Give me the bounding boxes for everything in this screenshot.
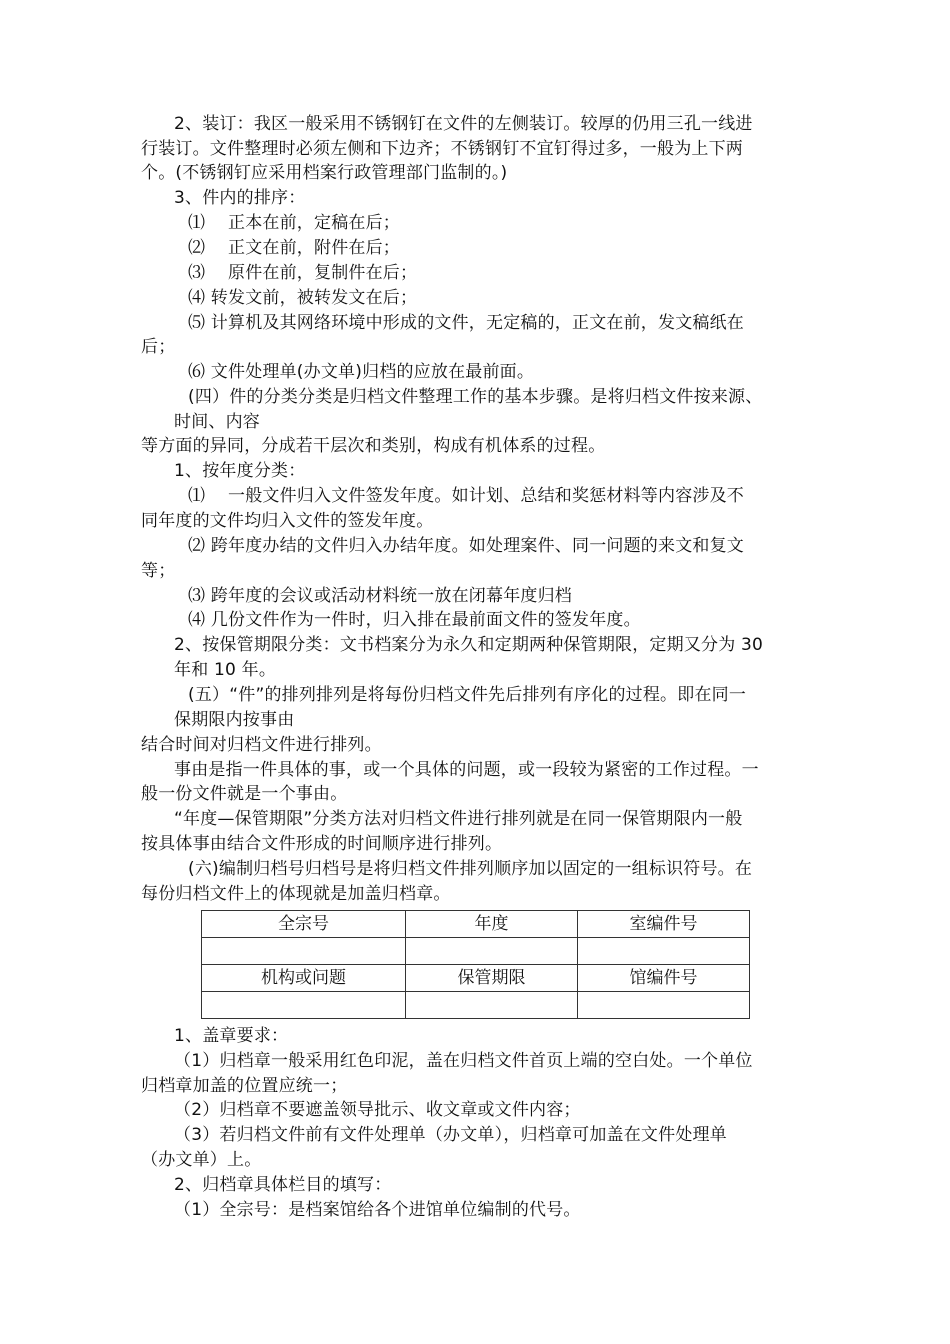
list-item: （1）归档章一般采用红色印泥，盖在归档文件首页上端的空白处。一个单位 xyxy=(174,1051,753,1071)
list-item: ⑴ 正本在前，定稿在后； xyxy=(188,213,401,233)
table-cell: 机构或问题 xyxy=(202,965,406,992)
archive-stamp-table xyxy=(201,910,750,1019)
section-heading: (五）“件”的排列排列是将每份归档文件先后排列有序化的过程。即在同一 xyxy=(188,685,747,705)
table-cell: 全宗号 xyxy=(202,911,406,938)
list-item: （3）若归档文件前有文件处理单（办文单），归档章可加盖在文件处理单 xyxy=(174,1125,727,1145)
table-cell xyxy=(202,938,406,965)
list-item: ⑹ 文件处理单(办文单)归档的应放在最前面。 xyxy=(188,362,535,382)
list-item: （2）归档章不要遮盖领导批示、收文章或文件内容； xyxy=(174,1100,581,1120)
table-row xyxy=(202,965,750,992)
paragraph-line: 等方面的异同，分成若干层次和类别，构成有机体系的过程。 xyxy=(141,436,606,456)
section-heading: 2、按保管期限分类：文书档案分为永久和定期两种保管期限，定期又分为 30 xyxy=(174,635,764,655)
list-item-continuation: （办文单）上。 xyxy=(141,1150,262,1170)
paragraph-line: 按具体事由结合文件形成的时间顺序进行排列。 xyxy=(141,834,503,854)
section-heading: 1、盖章要求： xyxy=(174,1026,289,1046)
table-cell: 年度 xyxy=(406,911,578,938)
paragraph-line: 2、装订：我区一般采用不锈钢钉在文件的左侧装订。较厚的仍用三孔一线进 xyxy=(174,114,753,134)
table-cell xyxy=(202,992,406,1019)
table-cell xyxy=(578,938,750,965)
paragraph-line: 年和 10 年。 xyxy=(174,660,277,680)
table-row xyxy=(202,938,750,965)
paragraph-line: 保期限内按事由 xyxy=(174,710,295,730)
list-item: ⑴ 一般文件归入文件签发年度。如计划、总结和奖惩材料等内容涉及不 xyxy=(188,486,745,506)
section-heading: (四）件的分类分类是归档文件整理工作的基本步骤。是将归档文件按来源、 xyxy=(188,387,763,407)
list-item: ⑷ 转发文前，被转发文在后； xyxy=(188,288,418,308)
table-cell xyxy=(406,938,578,965)
paragraph-line: “年度—保管期限”分类方法对归档文件进行排列就是在同一保管期限内一般 xyxy=(174,809,743,829)
list-item: ⑵ 跨年度办结的文件归入办结年度。如处理案件、同一问题的来文和复文 xyxy=(188,536,745,556)
list-item-continuation: 后； xyxy=(141,337,176,357)
table-cell xyxy=(406,992,578,1019)
list-item-continuation: 等； xyxy=(141,561,176,581)
paragraph-line: 时间、内容 xyxy=(174,412,260,432)
list-item-continuation: 同年度的文件均归入文件的签发年度。 xyxy=(141,511,434,531)
list-item: ⑶ 原件在前，复制件在后； xyxy=(188,263,418,283)
table-cell: 馆编件号 xyxy=(578,965,750,992)
section-heading: 3、件内的排序： xyxy=(174,188,306,208)
paragraph-line: 般一份文件就是一个事由。 xyxy=(141,784,348,804)
list-item-continuation: 归档章加盖的位置应统一； xyxy=(141,1076,348,1096)
list-item: ⑸ 计算机及其网络环境中形成的文件，无定稿的，正文在前，发文稿纸在 xyxy=(188,313,745,333)
paragraph-line: 个。(不锈钢钉应采用档案行政管理部门监制的。) xyxy=(141,163,508,183)
list-item: ⑵ 正文在前，附件在后； xyxy=(188,238,401,258)
paragraph-line: 结合时间对归档文件进行排列。 xyxy=(141,735,382,755)
table-row xyxy=(202,911,750,938)
table-row xyxy=(202,992,750,1019)
paragraph-line: 行装订。文件整理时必须左侧和下边齐；不锈钢钉不宜钉得过多，一般为上下两 xyxy=(141,139,743,159)
section-heading: (六)编制归档号归档号是将归档文件排列顺序加以固定的一组标识符号。在 xyxy=(188,859,753,879)
table-cell: 室编件号 xyxy=(578,911,750,938)
paragraph-line: 事由是指一件具体的事，或一个具体的问题，或一段较为紧密的工作过程。一 xyxy=(174,760,759,780)
list-item: ⑷ 几份文件作为一件时，归入排在最前面文件的签发年度。 xyxy=(188,610,641,630)
list-item: （1）全宗号：是档案馆给各个进馆单位编制的代号。 xyxy=(174,1200,581,1220)
section-heading: 1、按年度分类： xyxy=(174,461,306,481)
section-heading: 2、归档章具体栏目的填写： xyxy=(174,1175,392,1195)
paragraph-line: 每份归档文件上的体现就是加盖归档章。 xyxy=(141,884,451,904)
table-cell: 保管期限 xyxy=(406,965,578,992)
list-item: ⑶ 跨年度的会议或活动材料统一放在闭幕年度归档 xyxy=(188,586,573,606)
table-cell xyxy=(578,992,750,1019)
